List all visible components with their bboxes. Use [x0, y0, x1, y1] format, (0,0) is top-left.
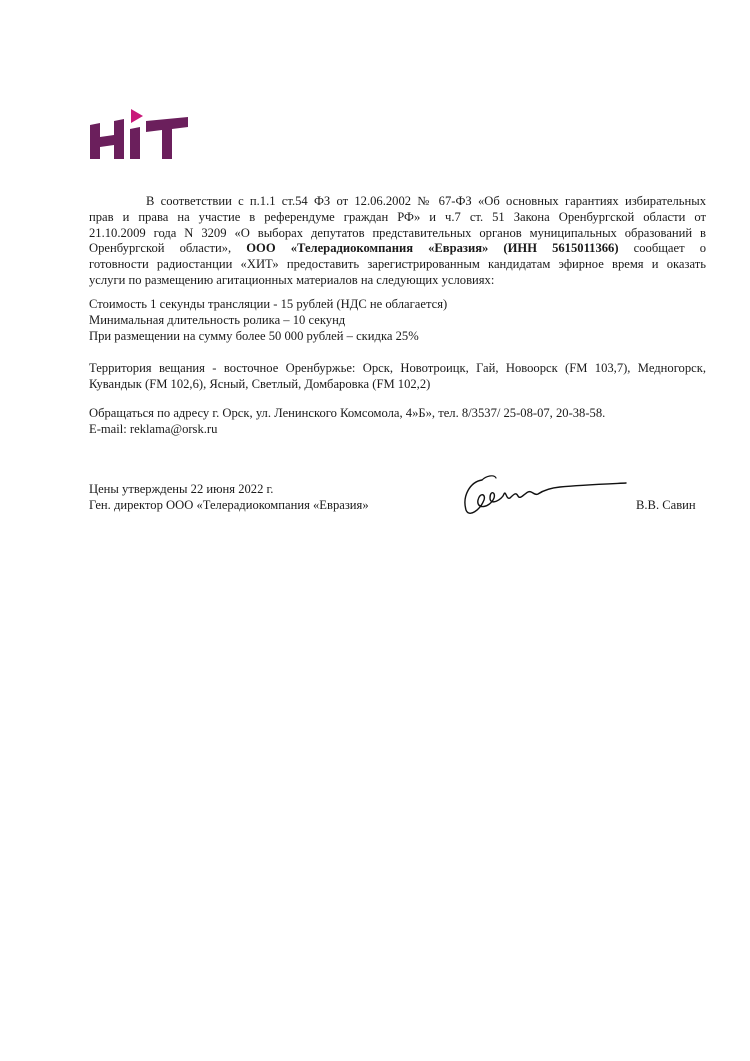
broadcast-territory — [89, 361, 706, 393]
company-name-inn: ООО «Телерадиокомпания «Евразия» (ИНН 5615011366) — [246, 241, 619, 256]
intro-paragraph — [89, 194, 706, 289]
intro-line-3: 21.10.2009 года N 3209 «О выборах депутатов представительных органов муниципальных образований в — [89, 225, 706, 240]
territory-line-1: Территория вещания - восточное Оренбуржье: Орск, Новотроицк, Гай, Новоорск (FM 103,7), Медногорск, — [89, 361, 706, 375]
contact-info — [89, 406, 706, 438]
intro-line-6: услуги по размещению агитационных материалов на следующих условиях: — [89, 272, 495, 287]
contact-email: E-mail: reklama@orsk.ru — [89, 421, 218, 436]
discount: При размещении на сумму более 50 000 рублей – скидка 25% — [89, 328, 419, 343]
director-name: В.В. Савин — [636, 498, 696, 512]
intro-line-4 — [89, 241, 706, 257]
intro-line-5: готовности радиостанции «ХИТ» предоставить зарегистрированным кандидатам эфирное время и оказать — [89, 257, 706, 272]
price-conditions — [89, 297, 706, 344]
intro-line-2: прав и права на участие в референдуме граждан РФ» и ч.7 ст. 51 Закона Оренбургской области от — [89, 209, 706, 224]
intro-line-4-post: сообщает о — [633, 241, 706, 256]
contact-address: Обращаться по адресу г. Орск, ул. Ленинского Комсомола, 4»Б», тел. 8/3537/ 25-08-07, 20-38-58. — [89, 406, 606, 420]
price-per-second: Стоимость 1 секунды трансляции - 15 рублей (НДС не облагается) — [89, 297, 448, 311]
intro-line-4-pre: Оренбургской области», — [89, 241, 232, 256]
min-duration: Минимальная длительность ролика – 10 секунд — [89, 312, 346, 327]
hit-logo — [88, 107, 190, 165]
intro-line-1: В соответствии с п.1.1 ст.54 ФЗ от 12.06.2002 № 67-ФЗ «Об основных гарантиях избирательных — [146, 194, 706, 208]
signature-image — [460, 466, 628, 518]
territory-line-2: Кувандык (FM 102,6), Ясный, Светлый, Домбаровка (FM 102,2) — [89, 376, 431, 391]
director-title: Ген. директор ООО «Телерадиокомпания «Евразия» — [89, 497, 369, 512]
approval-date: Цены утверждены 22 июня 2022 г. — [89, 482, 274, 496]
